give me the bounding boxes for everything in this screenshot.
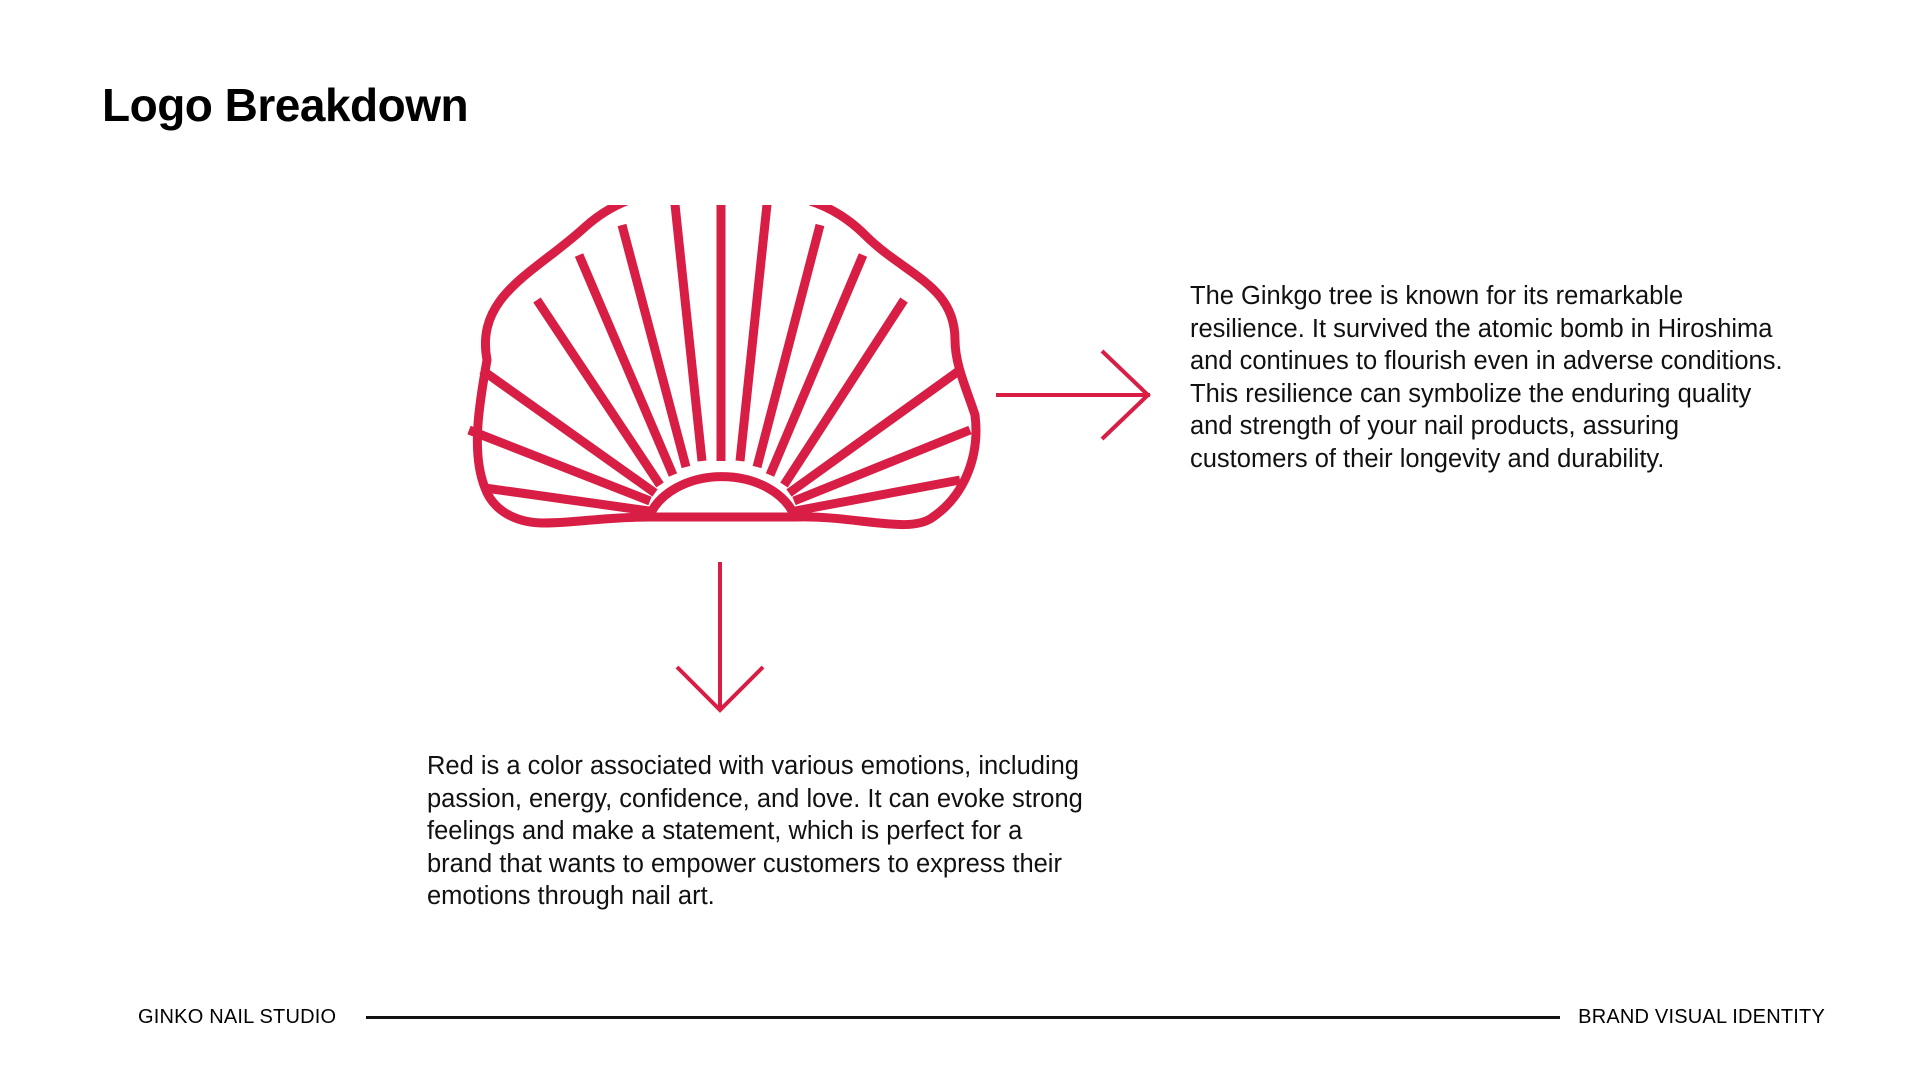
ginkgo-resilience-description: The Ginkgo tree is known for its remarkable resilience. It survived the atomic bomb in Hiroshima and continues to flourish even in adverse conditions. This resilience can symbolize the enduring quality and strength of your nail products, assuring customers of their longevity and durability. xyxy=(1190,282,1783,473)
ginkgo-leaf-icon xyxy=(455,205,995,560)
footer-divider xyxy=(366,1016,1560,1019)
red-color-description: Red is a color associated with various emotions, including passion, energy, confidence, and love. It can evoke strong feelings and make a statement, which is perfect for a brand that wants to empower customers to express their emotions through nail art. xyxy=(427,752,1083,910)
footer-brand-name: GINKO NAIL STUDIO xyxy=(138,1006,337,1028)
arrow-right-icon xyxy=(990,345,1160,445)
logo-sun-arc xyxy=(649,477,795,517)
footer-section-label: BRAND VISUAL IDENTITY xyxy=(1578,1006,1825,1028)
arrow-down-icon xyxy=(670,560,770,720)
page-title: Logo Breakdown xyxy=(102,79,469,131)
logo-rays xyxy=(469,205,970,511)
